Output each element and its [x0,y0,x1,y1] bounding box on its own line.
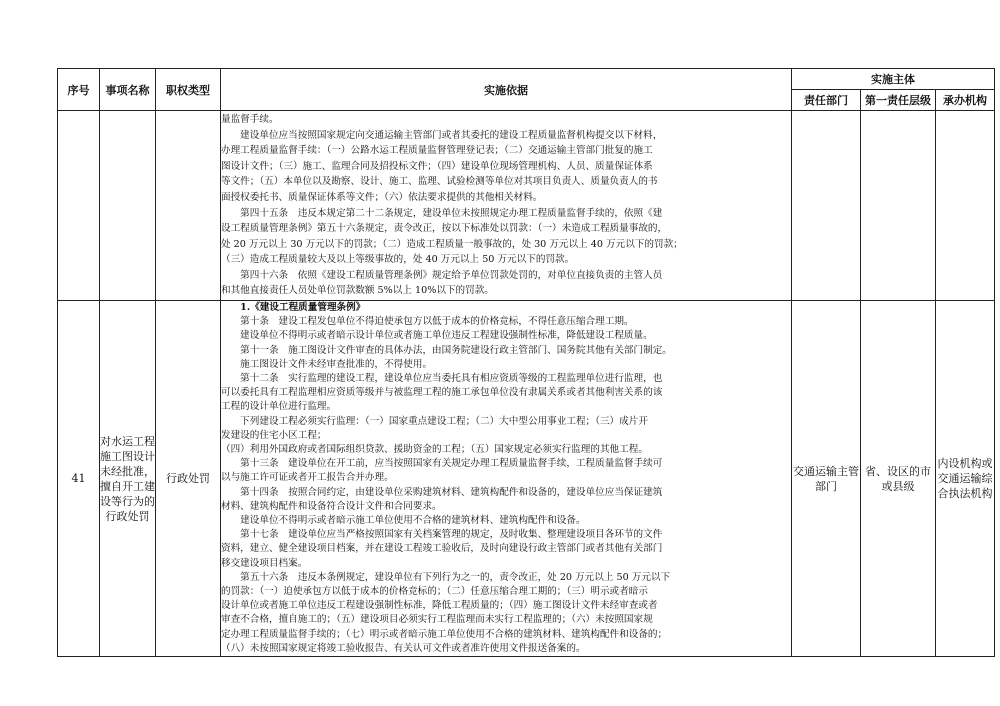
continued-name-cell [100,111,156,301]
row-handling-org: 内设机构或交通运输综合执法机构 [936,301,995,657]
basis-line: 定办理工程质量监督手续的；（七）明示或者暗示施工单位使用不合格的建筑材料、建筑构配件和设备的； [221,628,668,640]
row-basis-cell [221,301,792,657]
basis-line: 等文件；（五）本单位以及勘察、设计、施工、监理、试验检测等单位对其项目负责人、质量负责人的书 [221,176,658,188]
basis-line: 的罚款：（一）迫使承包方以低于成本的价格竞标的；（二）任意压缩合理工期的；（三）明示或者暗示 [221,586,648,598]
basis-line: 第五十六条 违反本条例规定，建设单位有下列行为之一的，责令改正，处 20 万元以上 50 万元以下 [221,571,671,583]
basis-line: 建设单位不得明示或者暗示施工单位使用不合格的建筑材料、建筑构配件和设备。 [221,515,586,527]
enforcement-table [57,68,995,657]
basis-line: 可以委托具有工程监理相应资质等级并与被监理工程的施工承包单位没有隶属关系或者其他利害关系的该 [221,387,663,399]
header-basis: 实施依据 [221,69,792,111]
basis-line: （八）未按照国家规定将竣工验收报告、有关认可文件或者准许使用文件报送备案的。 [221,642,586,654]
header-type: 职权类型 [156,69,221,111]
basis-line: 面授权委托书、质量保证体系等文件；（六）依法要求提供的其他相关材料。 [221,191,543,203]
continued-seq-cell [58,111,100,301]
row-responsible-dept: 交通运输主管部门 [792,301,861,657]
header-seq: 序号 [58,69,100,111]
basis-line: 下列建设工程必须实行监理：（一）国家重点建设工程；（二）大中型公用事业工程；（三）成片开 [221,415,648,427]
row-seq: 41 [58,301,100,657]
continued-dept-cell [792,111,861,301]
basis-line: 第十条 建设工程发包单位不得迫使承包方以低于成本的价格竞标，不得任意压缩合理工期。 [221,316,634,328]
basis-line: （三）造成工程质量较大及以上等级事故的，处 40 万元以上 50 万元以下的罚款。 [221,254,575,266]
basis-line: 第十四条 按照合同约定，由建设单位采购建筑材料、建筑构配件和设备的，建设单位应当保证建筑 [221,486,663,498]
row-item-name: 对水运工程施工图设计未经批准，擅自开工建设等行为的行政处罚 [100,301,156,657]
header-level: 第一责任层级 [861,90,936,111]
continued-basis-cell [221,111,792,301]
continued-level-cell [861,111,936,301]
basis-line: 和其他直接责任人员处单位罚款数额 5%以上 10%以下的罚款。 [221,285,494,297]
basis-line: 第十二条 实行监理的建设工程，建设单位应当委托具有相应资质等级的工程监理单位进行监理，也 [221,373,663,385]
basis-line: 移交建设项目档案。 [221,557,308,569]
basis-line: 第四十五条 违反本规定第二十二条规定，建设单位未按照规定办理工程质量监督手续的，依照《建 [221,207,663,219]
row-responsibility-level: 省、设区的市或县级 [861,301,936,657]
basis-line: （四）利用外国政府或者国际组织贷款、援助资金的工程；（五）国家规定必须实行监理的其他工程。 [221,444,648,456]
basis-line: 施工图设计文件未经审查批准的，不得使用。 [221,358,433,370]
basis-line: 设计单位或者施工单位违反工程建设强制性标准，降低工程质量的；（四）施工图设计文件未经审查或者 [221,600,658,612]
basis-line: 资料，建立、健全建设项目档案，并在建设工程竣工验收后，及时向建设行政主管部门或者其他有关部门 [221,543,663,555]
header-org: 承办机构 [936,90,995,111]
basis-line: 办理工程质量监督手续：（一）公路水运工程质量监督管理登记表；（二）交通运输主管部门批复的施工 [221,145,653,157]
basis-line: 第四十六条 依照《建设工程质量管理条例》规定给予单位罚款处罚的，对单位直接负责的主管人员 [221,269,663,281]
row-power-type: 行政处罚 [156,301,221,657]
basis-line: 建设单位不得明示或者暗示设计单位或者施工单位违反工程建设强制性标准，降低建设工程质量。 [221,330,653,342]
continued-type-cell [156,111,221,301]
basis-line: 审查不合格，擅自施工的；（五）建设项目必须实行工程监理而未实行工程监理的；（六）未按照国家规 [221,614,653,626]
header-subject: 实施主体 [792,69,995,90]
basis-line: 1.《建设工程质量管理条例》 [221,302,366,313]
basis-line: 图设计文件；（三）施工、监理合同及招投标文件；（四）建设单位现场管理机构、人员、质量保证体系 [221,160,653,172]
basis-line: 设工程质量管理条例》第五十六条规定，责令改正，按以下标准处以罚款：（一）未造成工程质量事故的， [221,223,668,235]
basis-line: 第十七条 建设单位应当严格按照国家有关档案管理的规定，及时收集、整理建设项目各环节的文件 [221,529,663,541]
basis-line: 处 20 万元以上 30 万元以下的罚款；（二）造成工程质量一般事故的，处 30 万元以上 40 万元以下的罚款； [221,238,683,250]
basis-line: 第十一条 施工图设计文件审查的具体办法，由国务院建设行政主管部门、国务院其他有关部门制定。 [221,344,672,356]
basis-line: 量监督手续。 [221,113,279,125]
header-dept: 责任部门 [792,90,861,111]
table-row-continued [58,111,995,301]
continued-org-cell [936,111,995,301]
basis-line: 第十三条 建设单位在开工前，应当按照国家有关规定办理工程质量监督手续，工程质量监督手续可 [221,458,663,470]
basis-line: 发建设的住宅小区工程； [221,429,327,441]
basis-line: 建设单位应当按照国家规定向交通运输主管部门或者其委托的建设工程质量监督机构提交以下材料， [221,129,663,141]
basis-line: 工程的设计单位进行监理。 [221,401,337,413]
basis-line: 以与施工许可证或者开工报告合并办理。 [221,472,394,484]
table-row-41 [58,301,995,657]
header-name: 事项名称 [100,69,156,111]
basis-line: 材料、建筑构配件和设备符合设计文件和合同要求。 [221,500,442,512]
